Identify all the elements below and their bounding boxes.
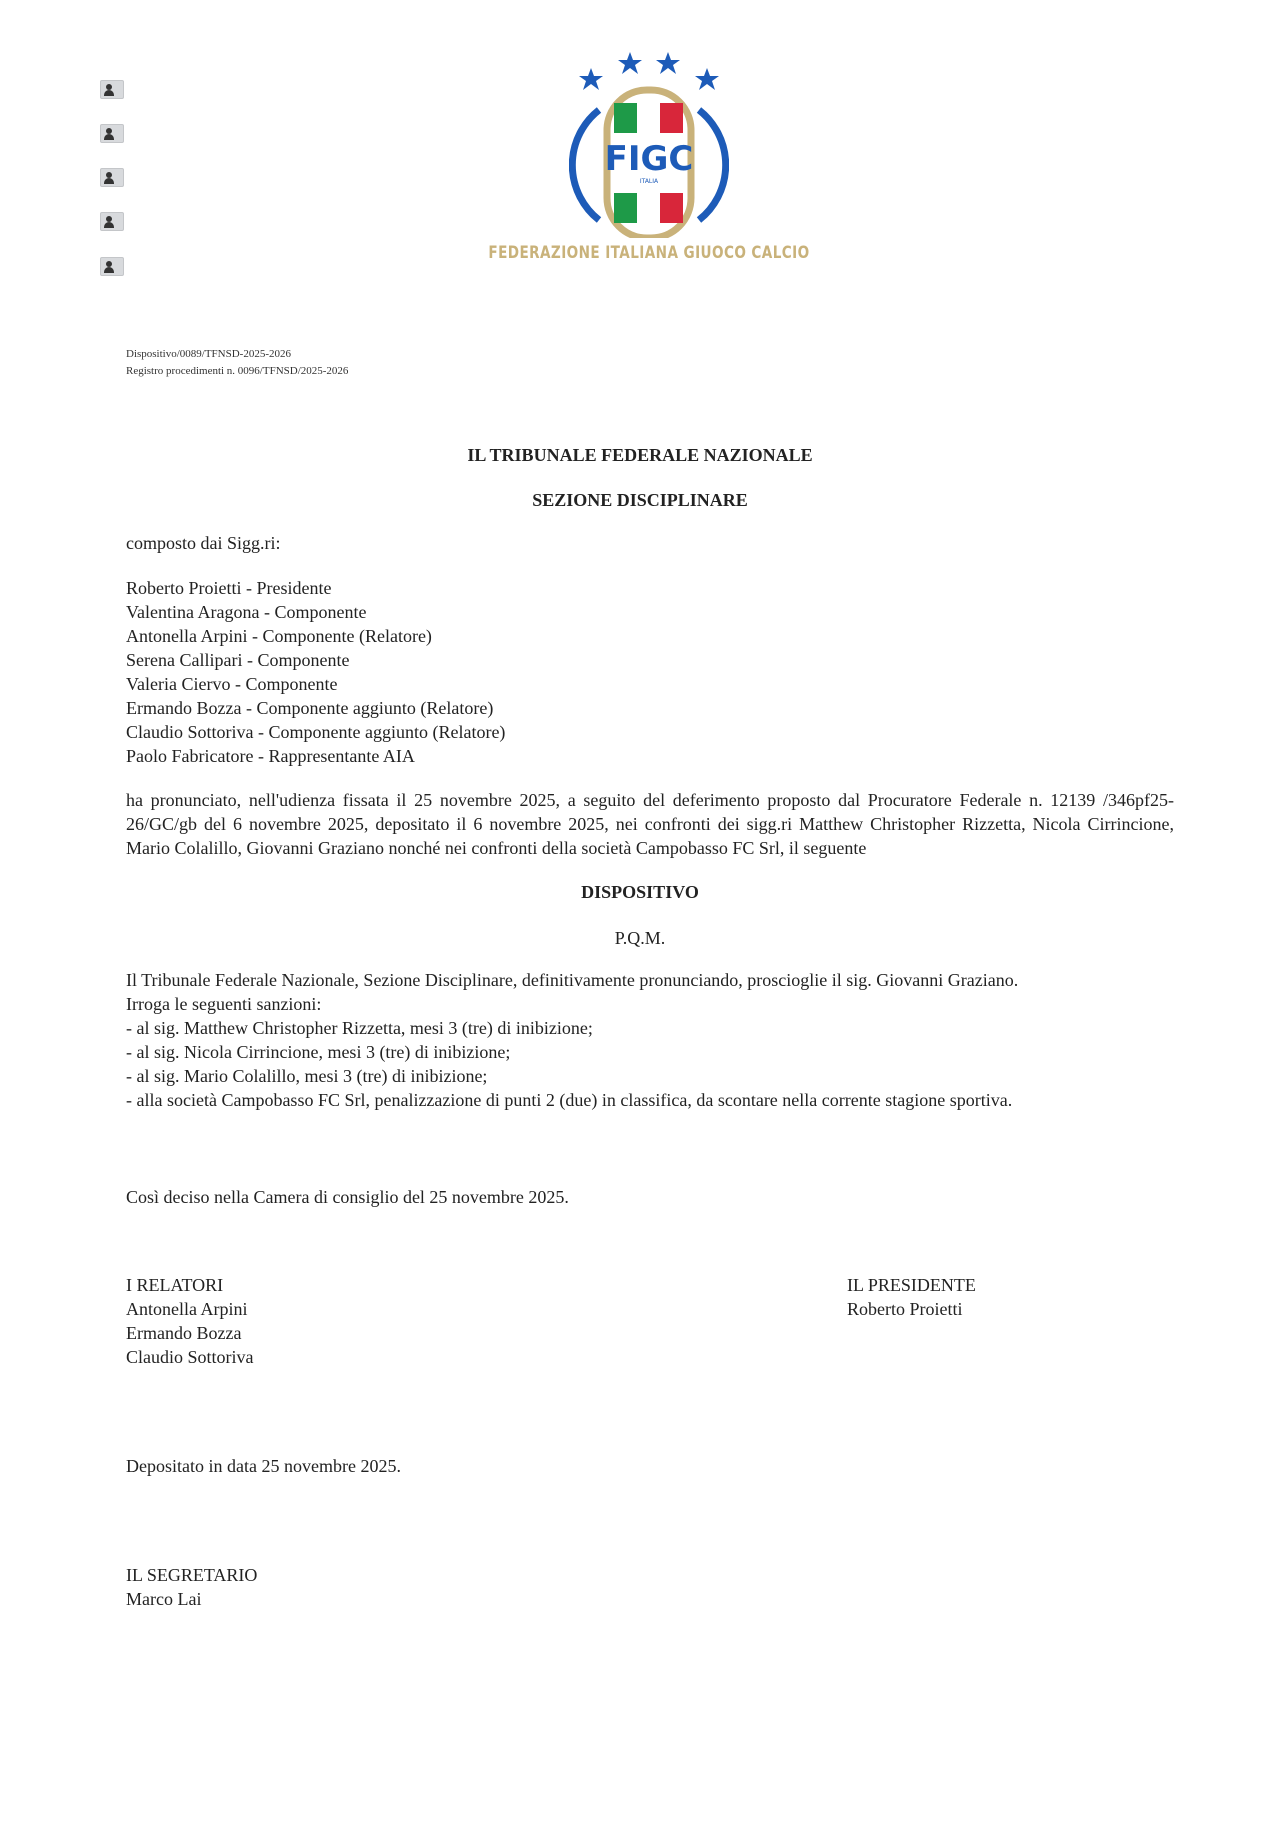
intro-paragraph: ha pronunciato, nell'udienza fissata il 25 novembre 2025, a seguito del deferimento proposto dal Procuratore Federale n. 12139 /346pf25-26/GC/gb del 6 novembre 2025, depositato il 6 novembre 2025, nei confronti dei sigg.ri Matthew Christopher Rizzetta, Nicola Cirrincione, Mario Colalillo, Giovanni Graziano nonché nei confronti della società Campobasso FC Srl, il seguente: [126, 790, 1174, 858]
svg-text:FIGC: FIGC: [604, 139, 694, 179]
presidente-name: Roberto Proietti: [847, 1299, 963, 1319]
composed-intro: composto dai Sigg.ri:: [126, 533, 281, 553]
deposited-statement: Depositato in data 25 novembre 2025.: [126, 1456, 401, 1476]
presidente-heading: IL PRESIDENTE: [847, 1275, 976, 1295]
relatore-name: Ermando Bozza: [126, 1323, 242, 1343]
stars-icon: [579, 52, 719, 90]
pqm: P.Q.M.: [614, 928, 666, 948]
dispositivo-heading: DISPOSITIVO: [581, 882, 699, 902]
member-item: Roberto Proietti - Presidente: [126, 578, 332, 598]
relatori-block: [126, 1273, 254, 1369]
member-item: Antonella Arpini - Componente (Relatore): [126, 626, 432, 646]
figc-logo: [569, 48, 729, 238]
dispositivo-number: Dispositivo/0089/TFNSD-2025-2026: [126, 348, 292, 360]
member-item: Valentina Aragona - Componente: [126, 602, 367, 622]
document-title: IL TRIBUNALE FEDERALE NAZIONALE: [467, 445, 813, 465]
decision-line: Irroga le seguenti sanzioni:: [126, 994, 322, 1014]
decision-block: [126, 968, 1018, 1112]
decision-line: - al sig. Matthew Christopher Rizzetta, mesi 3 (tre) di inibizione;: [126, 1018, 593, 1038]
member-item: Serena Callipari - Componente: [126, 650, 350, 670]
decided-statement: Così deciso nella Camera di consiglio del 25 novembre 2025.: [126, 1187, 569, 1207]
attachment-icon[interactable]: [100, 124, 124, 143]
decision-line: Il Tribunale Federale Nazionale, Sezione Disciplinare, definitivamente pronunciando, proscioglie il sig. Giovanni Graziano.: [126, 970, 1019, 990]
registro-number: Registro procedimenti n. 0096/TFNSD/2025-2026: [126, 365, 349, 377]
relatore-name: Claudio Sottoriva: [126, 1347, 254, 1367]
decision-line: - al sig. Nicola Cirrincione, mesi 3 (tre) di inibizione;: [126, 1042, 511, 1062]
segretario-block: [126, 1563, 257, 1611]
member-item: Claudio Sottoriva - Componente aggiunto (Relatore): [126, 722, 506, 742]
attachment-icon[interactable]: [100, 212, 124, 231]
attachment-icon[interactable]: [100, 257, 124, 276]
attachment-icon[interactable]: [100, 80, 124, 99]
member-item: Ermando Bozza - Componente aggiunto (Relatore): [126, 698, 494, 718]
segretario-name: Marco Lai: [126, 1589, 202, 1609]
attachment-icon[interactable]: [100, 168, 124, 187]
member-item: Valeria Ciervo - Componente: [126, 674, 338, 694]
relatore-name: Antonella Arpini: [126, 1299, 248, 1319]
segretario-heading: IL SEGRETARIO: [126, 1565, 258, 1585]
decision-line: - al sig. Mario Colalillo, mesi 3 (tre) di inibizione;: [126, 1066, 488, 1086]
members-list: [126, 576, 505, 768]
member-item: Paolo Fabricatore - Rappresentante AIA: [126, 746, 415, 766]
svg-text:ITALIA: ITALIA: [639, 178, 659, 185]
decision-line: - alla società Campobasso FC Srl, penalizzazione di punti 2 (due) in classifica, da scontare nella corrente stagione sportiva.: [126, 1090, 1013, 1110]
presidente-block: [847, 1273, 976, 1321]
document-subtitle: SEZIONE DISCIPLINARE: [532, 490, 748, 510]
reference-block: [126, 346, 348, 380]
relatori-heading: I RELATORI: [126, 1275, 224, 1295]
federation-name: FEDERAZIONE ITALIANA GIUOCO CALCIO: [488, 243, 810, 263]
